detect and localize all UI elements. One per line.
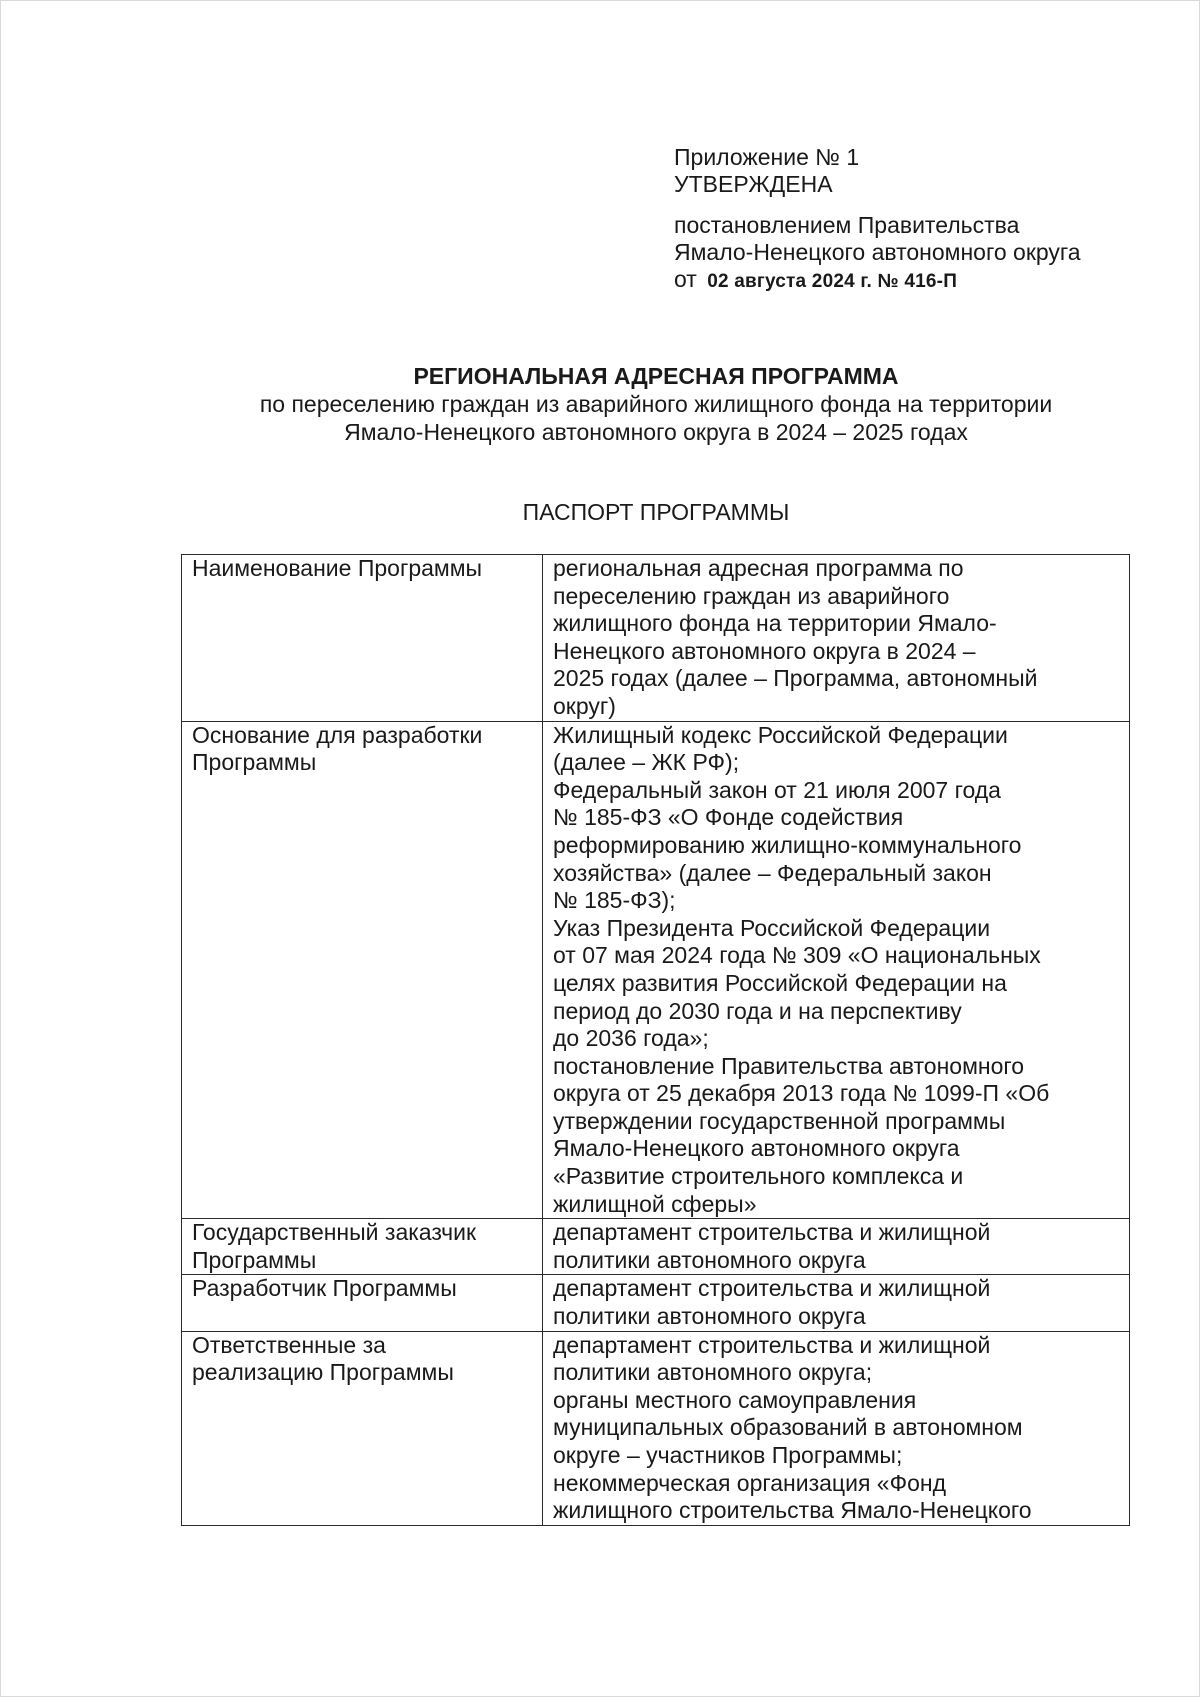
table-row (182, 1275, 1130, 1331)
passport-heading: ПАСПОРТ ПРОГРАММЫ (522, 499, 790, 525)
row-value-line: округ) (553, 692, 616, 719)
row-value-line: некоммерческая организация «Фонд (553, 1469, 946, 1496)
row-value-line: жилищного фонда на территории Ямало- (553, 610, 997, 637)
row-value-line: региональная адресная программа по (553, 555, 964, 581)
row-label-line: Ответственные за (192, 1331, 386, 1358)
row-label-cell (182, 555, 543, 722)
row-value-line: департамент строительства и жилищной (553, 1331, 991, 1358)
appendix-number: Приложение № 1 (674, 144, 860, 170)
row-label-cell (182, 721, 543, 1219)
row-value-line: реформированию жилищно-коммунального (553, 831, 1022, 858)
row-value-line: Указ Президента Российской Федерации (553, 914, 991, 941)
row-value-line: 2025 годах (далее – Программа, автономный (553, 665, 1038, 692)
row-value-cell (543, 1275, 1130, 1331)
approval-stamp (674, 144, 1081, 295)
row-value-line: Федеральный закон от 21 июля 2007 года (553, 776, 1001, 803)
row-label-cell (182, 1275, 543, 1331)
row-value-line: политики автономного округа (553, 1303, 866, 1330)
row-label-line: Программы (192, 1246, 317, 1273)
row-label-line: реализацию Программы (192, 1359, 454, 1386)
row-value-line: период до 2030 года и на перспективу (553, 997, 962, 1024)
row-value-line: постановление Правительства автономного (553, 1052, 1025, 1079)
row-value-line: жилищного строительства Ямало-Ненецкого (553, 1497, 1032, 1524)
row-value-cell (543, 1219, 1130, 1275)
resolution-date-line (674, 266, 1081, 295)
resolution-line-1: постановлением Правительства (674, 212, 1020, 238)
row-value-cell (543, 555, 1130, 722)
row-value-line: (далее – ЖК РФ); (553, 749, 740, 776)
row-label-cell (182, 1331, 543, 1525)
resolution-date: 02 августа 2024 г. № 416-П (707, 271, 958, 292)
row-value-line: «Развитие строительного комплекса и (553, 1163, 964, 1190)
approved-label: УТВЕРЖДЕНА (674, 171, 833, 197)
resolution-line-2: Ямало-Ненецкого автономного округа (674, 239, 1081, 265)
passport-table-body (182, 555, 1130, 1526)
row-value-line: муниципальных образований в автономном (553, 1414, 1023, 1441)
document-title (151, 362, 1161, 446)
table-row (182, 721, 1130, 1219)
row-value-line: департамент строительства и жилищной (553, 1275, 991, 1302)
row-value-line: до 2036 года»; (553, 1025, 709, 1052)
table-row (182, 1331, 1130, 1525)
row-value-line: № 185-ФЗ «О Фонде содействия (553, 804, 904, 831)
row-value-cell (543, 721, 1130, 1219)
row-value-line: органы местного самоуправления (553, 1386, 917, 1413)
row-value-line: политики автономного округа; (553, 1359, 873, 1386)
table-row (182, 555, 1130, 722)
row-value-line: Ямало-Ненецкого автономного округа (553, 1135, 960, 1162)
row-value-line: Ненецкого автономного округа в 2024 – (553, 637, 976, 664)
passport-table (181, 554, 1130, 1526)
row-value-line: № 185-ФЗ); (553, 887, 676, 914)
row-value-line: округа от 25 декабря 2013 года № 1099-П «Об (553, 1080, 1050, 1107)
row-value-cell (543, 1331, 1130, 1525)
row-label-line: Наименование Программы (192, 555, 483, 581)
row-value-line: целях развития Российской Федерации на (553, 969, 1007, 996)
row-value-line: округе – участников Программы; (553, 1442, 903, 1468)
row-value-line: от 07 мая 2024 года № 309 «О национальных (553, 942, 1041, 969)
row-value-line: переселению граждан из аварийного (553, 582, 950, 609)
table-row (182, 1219, 1130, 1275)
row-value-line: политики автономного округа (553, 1246, 866, 1273)
row-label-line: Программы (192, 749, 317, 776)
row-value-line: утверждении государственной программы (553, 1107, 1006, 1134)
row-value-line: Жилищный кодекс Российской Федерации (553, 721, 1008, 748)
program-subtitle-line-1: по переселению граждан из аварийного жилищного фонда на территории (259, 391, 1053, 417)
resolution-prefix: от (674, 266, 697, 292)
row-label-cell (182, 1219, 543, 1275)
row-value-line: хозяйства» (далее – Федеральный закон (553, 859, 992, 886)
program-subtitle-line-2: Ямало-Ненецкого автономного округа в 2024 – 2025 годах (344, 419, 968, 445)
row-label-line: Разработчик Программы (192, 1275, 457, 1302)
program-title: РЕГИОНАЛЬНАЯ АДРЕСНАЯ ПРОГРАММА (413, 363, 899, 389)
row-label-line: Государственный заказчик (192, 1219, 477, 1246)
row-label-line: Основание для разработки (192, 721, 483, 748)
row-value-line: жилищной сферы» (553, 1190, 757, 1217)
row-value-line: департамент строительства и жилищной (553, 1219, 991, 1246)
approval-spacer (674, 198, 1081, 212)
